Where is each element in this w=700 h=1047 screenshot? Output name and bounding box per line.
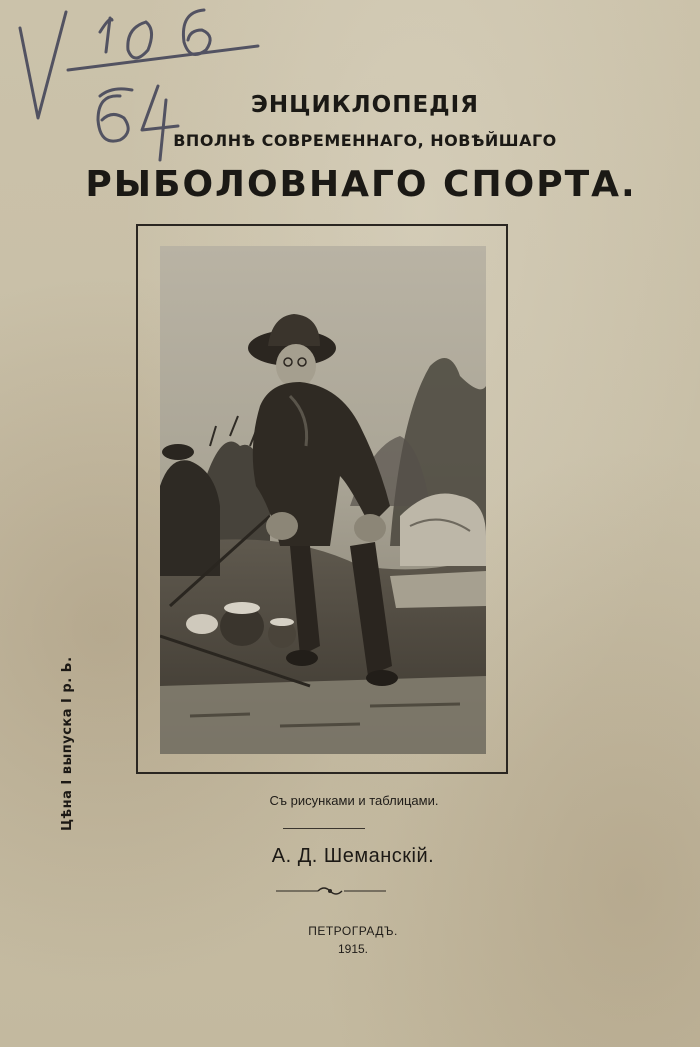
- title-line-1: ЭНЦИКЛОПЕДІЯ: [251, 92, 479, 118]
- title-line-2: ВПОЛНѢ СОВРЕМЕННАГО, НОВѢЙШАГО: [173, 131, 557, 150]
- handwritten-catalog-mark: [8, 0, 268, 180]
- illustrations-caption: Съ рисунками и таблицами.: [269, 793, 439, 808]
- author-name: А. Д. Шеманскій.: [271, 845, 435, 867]
- divider-rule: [283, 828, 365, 829]
- publication-year: 1915.: [337, 942, 369, 956]
- title-line-3: РЫБОЛОВНАГО СПОРТА.: [85, 164, 637, 205]
- price-note: Цѣна I выпуска I р. Ь.: [60, 656, 75, 831]
- ornament-divider-icon: [272, 884, 390, 898]
- publisher-city: ПЕТРОГРАДЪ.: [308, 924, 398, 938]
- fisherman-engraving-icon: [160, 246, 486, 754]
